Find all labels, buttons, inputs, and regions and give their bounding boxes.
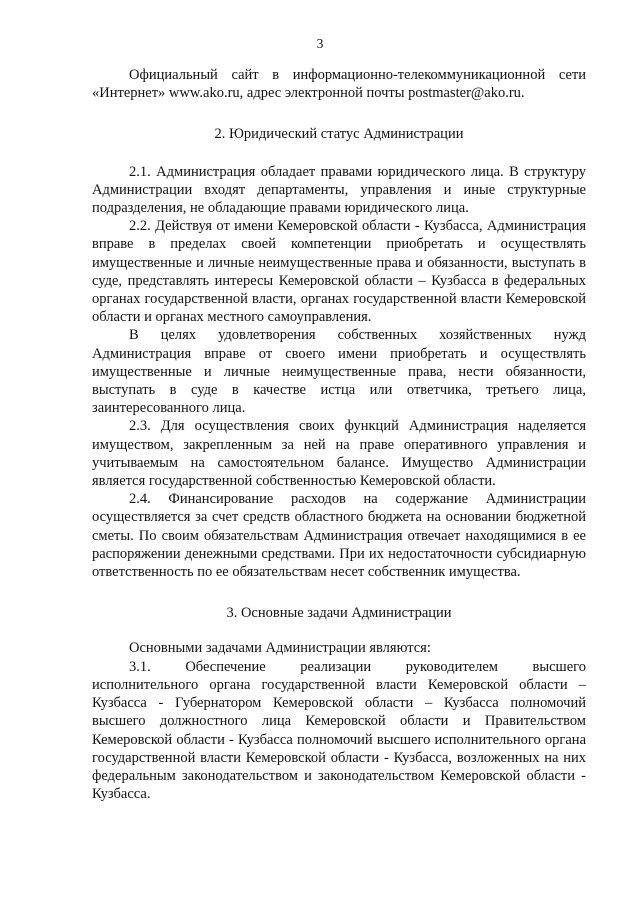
contacts-paragraph: Официальный сайт в информационно-телекоммуникационной сети «Интернет» www.ako.ru, адрес электронной почты postmaster@ako.ru. xyxy=(92,67,586,102)
paragraph-3-1-first-line xyxy=(92,658,586,676)
page-number: 3 xyxy=(316,36,324,51)
paragraph-3-1-continuation: исполнительного органа государственной власти Кемеровской области – Кузбасса - Губернатором Кемеровской области – Кузбасса полномочий высшего должностного лица Кемеровской области и Правительством Кемеровской области - Кузбасса полномочий высшего исполнительного органа государственной власти Кемеровской области - Кузбасса, возложенных на них федеральным законодательством и законодательством Кемеровской области - Кузбасса. xyxy=(92,676,586,803)
paragraph-2-1: 2.1. Администрация обладает правами юридического лица. В структуру Администрации входят департаменты, управления и иные структурные подразделения, не обладающие правами юридического лица. xyxy=(92,163,586,217)
paragraph-2-4: 2.4. Финансирование расходов на содержание Администрации осуществляется за счет средств областного бюджета на основании бюджетной сметы. По своим обязательствам Администрация отвечает находящимися в ее распоряжении денежными средствами. При их недостаточности субсидиарную ответственность по ее обязательствам несет собственник имущества. xyxy=(92,491,586,581)
paragraph-3-1-first-line-text: Обеспечение реализации руководителем высшего xyxy=(185,658,586,675)
paragraph-2-3: 2.3. Для осуществления своих функций Администрация наделяется имуществом, закрепленным за ней на праве оперативного управления и учитываемым на самостоятельном балансе. Имущество Администрации является государственной собственностью Кемеровской области. xyxy=(92,418,586,490)
paragraph-3-1-number: 3.1. xyxy=(129,658,151,675)
document-body xyxy=(92,66,586,803)
paragraph-2-2: 2.2. Действуя от имени Кемеровской области - Кузбасса, Администрация вправе в пределах своей компетенции приобретать и осуществлять имущественные и личные неимущественные права и обязанности, выступать в суде, представлять интересы Кемеровской области – Кузбасса в федеральных органах государственной власти, органах государственной власти Кемеровской области и органах местного самоуправления. xyxy=(92,218,586,326)
paragraph-own-needs: В целях удовлетворения собственных хозяйственных нужд Администрация вправе от своего имени приобретать и осуществлять имущественные и личные неимущественные права, нести обязанности, выступать в суде в качестве истца или ответчика, третьего лица, заинтересованного лица. xyxy=(92,327,586,417)
section-3-heading: 3. Основные задачи Администрации xyxy=(226,605,452,622)
section-3-intro: Основными задачами Администрации являются: xyxy=(129,640,431,657)
section-2-heading: 2. Юридический статус Администрации xyxy=(214,126,464,143)
